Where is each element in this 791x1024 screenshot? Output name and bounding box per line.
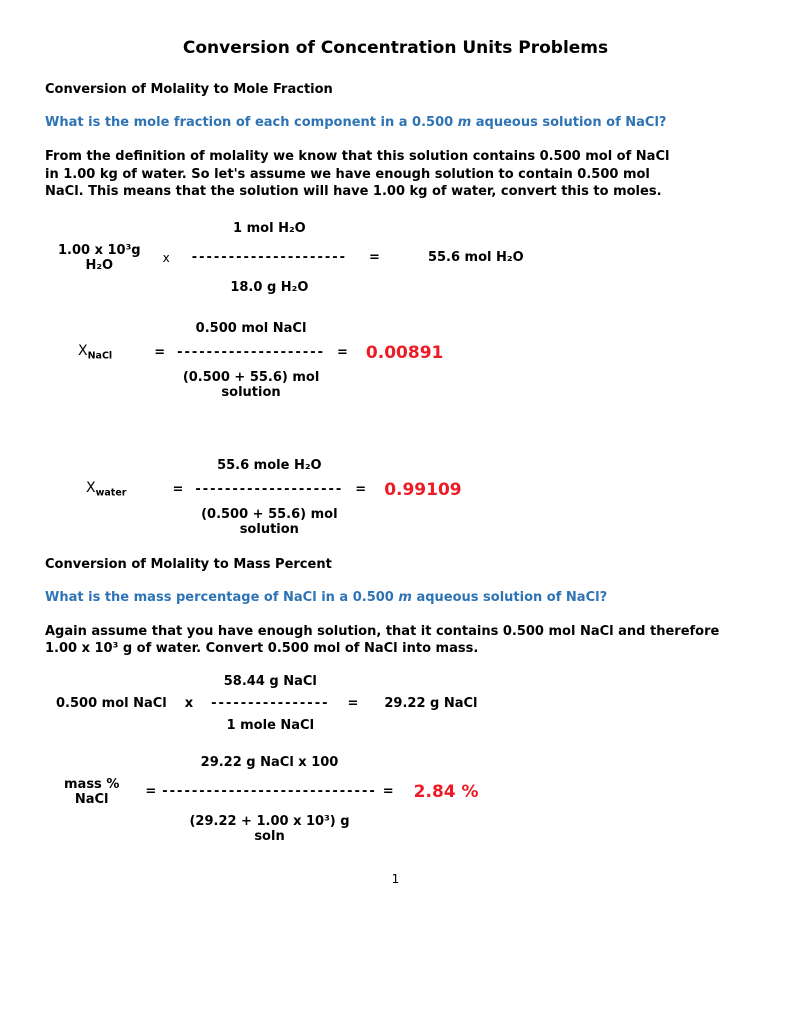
section2-heading: Conversion of Molality to Mass Percent [45, 556, 332, 572]
paragraph-line: in 1.00 kg of water. So let's assume we have enough solution to contain 0.500 mol [45, 166, 650, 182]
equation-water-to-moles [58, 221, 524, 295]
paragraph-line: 1.00 x 10³ g of water. Convert 0.500 mol of NaCl into mass. [45, 641, 479, 656]
eq2-denominator-line1: (0.500 + 55.6) mol [182, 369, 320, 385]
eq3-result: 0.99109 [384, 479, 462, 500]
eq5-numerator: 29.22 g NaCl x 100 [200, 754, 339, 770]
equals-sign: = [154, 345, 166, 360]
eq1-fraction-bar: --------------------- [191, 250, 348, 265]
eq3-variable [86, 480, 126, 499]
section1-paragraph [45, 148, 746, 201]
eq1-numerator: 1 mol H₂O [233, 220, 306, 236]
equals-sign: = [145, 784, 157, 799]
equals-sign: = [369, 250, 380, 265]
molality-symbol: m [457, 115, 472, 130]
section2-question-pre: What is the mass percentage of NaCl in a 0.500 [45, 589, 399, 605]
eq1-left-operand-line2: H₂O [85, 257, 114, 273]
equation-nacl-mass [56, 674, 478, 733]
eq2-variable [78, 343, 112, 362]
page-title: Conversion of Concentration Units Problems [182, 38, 609, 58]
section2-question-post: aqueous solution of NaCl? [411, 589, 608, 605]
equation-mass-percent [64, 755, 479, 844]
eq5-denominator [189, 814, 349, 844]
equals-sign: = [382, 784, 394, 799]
paragraph-line: Again assume that you have enough solution, that it contains 0.500 mol NaCl and therefore [45, 623, 720, 639]
eq5-fraction-bar: ----------------------------- [162, 784, 377, 799]
eq5-left-label-line1: mass % [64, 776, 120, 792]
eq2-fraction-bar: -------------------- [177, 345, 326, 360]
section2-paragraph [45, 623, 746, 658]
eq4-result: 29.22 g NaCl [384, 695, 478, 711]
eq2-denominator [183, 370, 319, 400]
eq1-result: 55.6 mol H₂O [427, 250, 524, 265]
eq2-denominator-line2: solution [221, 384, 281, 400]
mole-fraction-symbol: X [78, 343, 88, 360]
mole-fraction-symbol: X [86, 480, 96, 497]
section1-question-post: aqueous solution of NaCl? [471, 115, 667, 130]
eq2-numerator: 0.500 mol NaCl [195, 320, 307, 336]
eq3-denominator-line2: solution [239, 521, 299, 537]
eq5-denominator-line2: soln [254, 828, 285, 844]
equals-sign: = [355, 482, 367, 497]
equals-sign: = [172, 482, 184, 497]
paragraph-line: NaCl. This means that the solution will have 1.00 kg of water, convert this to moles. [45, 184, 662, 199]
section2-question [45, 590, 746, 605]
eq4-numerator: 58.44 g NaCl [223, 673, 317, 689]
eq4-fraction-bar: ---------------- [211, 695, 330, 711]
eq3-fraction-bar: -------------------- [195, 482, 344, 497]
eq5-left-label-line2: NaCl [74, 791, 109, 807]
eq4-denominator: 1 mole NaCl [226, 717, 315, 733]
section1-question-pre: What is the mole fraction of each component in a 0.500 [45, 115, 458, 130]
eq3-numerator: 55.6 mole H₂O [217, 457, 322, 473]
eq1-left-operand-line1: 1.00 x 10³g [58, 242, 141, 258]
paragraph-line: From the definition of molality we know that this solution contains 0.500 mol of NaCl [45, 149, 670, 164]
molality-symbol: m [398, 589, 412, 605]
eq2-result: 0.00891 [365, 342, 444, 363]
multiplication-sign: x [162, 250, 170, 265]
equation-mole-fraction-water [86, 458, 462, 537]
section1-heading: Conversion of Molality to Mole Fraction [45, 82, 333, 97]
page-number: 1 [391, 871, 400, 886]
section1-question [45, 115, 746, 130]
eq1-left-operand [58, 243, 141, 273]
eq5-denominator-line1: (29.22 + 1.00 x 10³) g [189, 813, 350, 829]
equation-mole-fraction-nacl [78, 321, 443, 400]
eq5-result: 2.84 % [413, 781, 479, 802]
equals-sign: = [347, 695, 359, 711]
mole-fraction-subscript-nacl: NaCl [87, 350, 113, 362]
multiplication-sign: x [184, 695, 194, 711]
eq5-left-label [64, 777, 119, 807]
eq1-denominator: 18.0 g H₂O [230, 279, 309, 295]
equals-sign: = [337, 345, 348, 360]
eq4-left-operand: 0.500 mol NaCl [56, 695, 167, 711]
eq3-denominator [201, 507, 337, 537]
mole-fraction-subscript-water: water [95, 487, 127, 499]
eq3-denominator-line1: (0.500 + 55.6) mol [201, 506, 338, 522]
